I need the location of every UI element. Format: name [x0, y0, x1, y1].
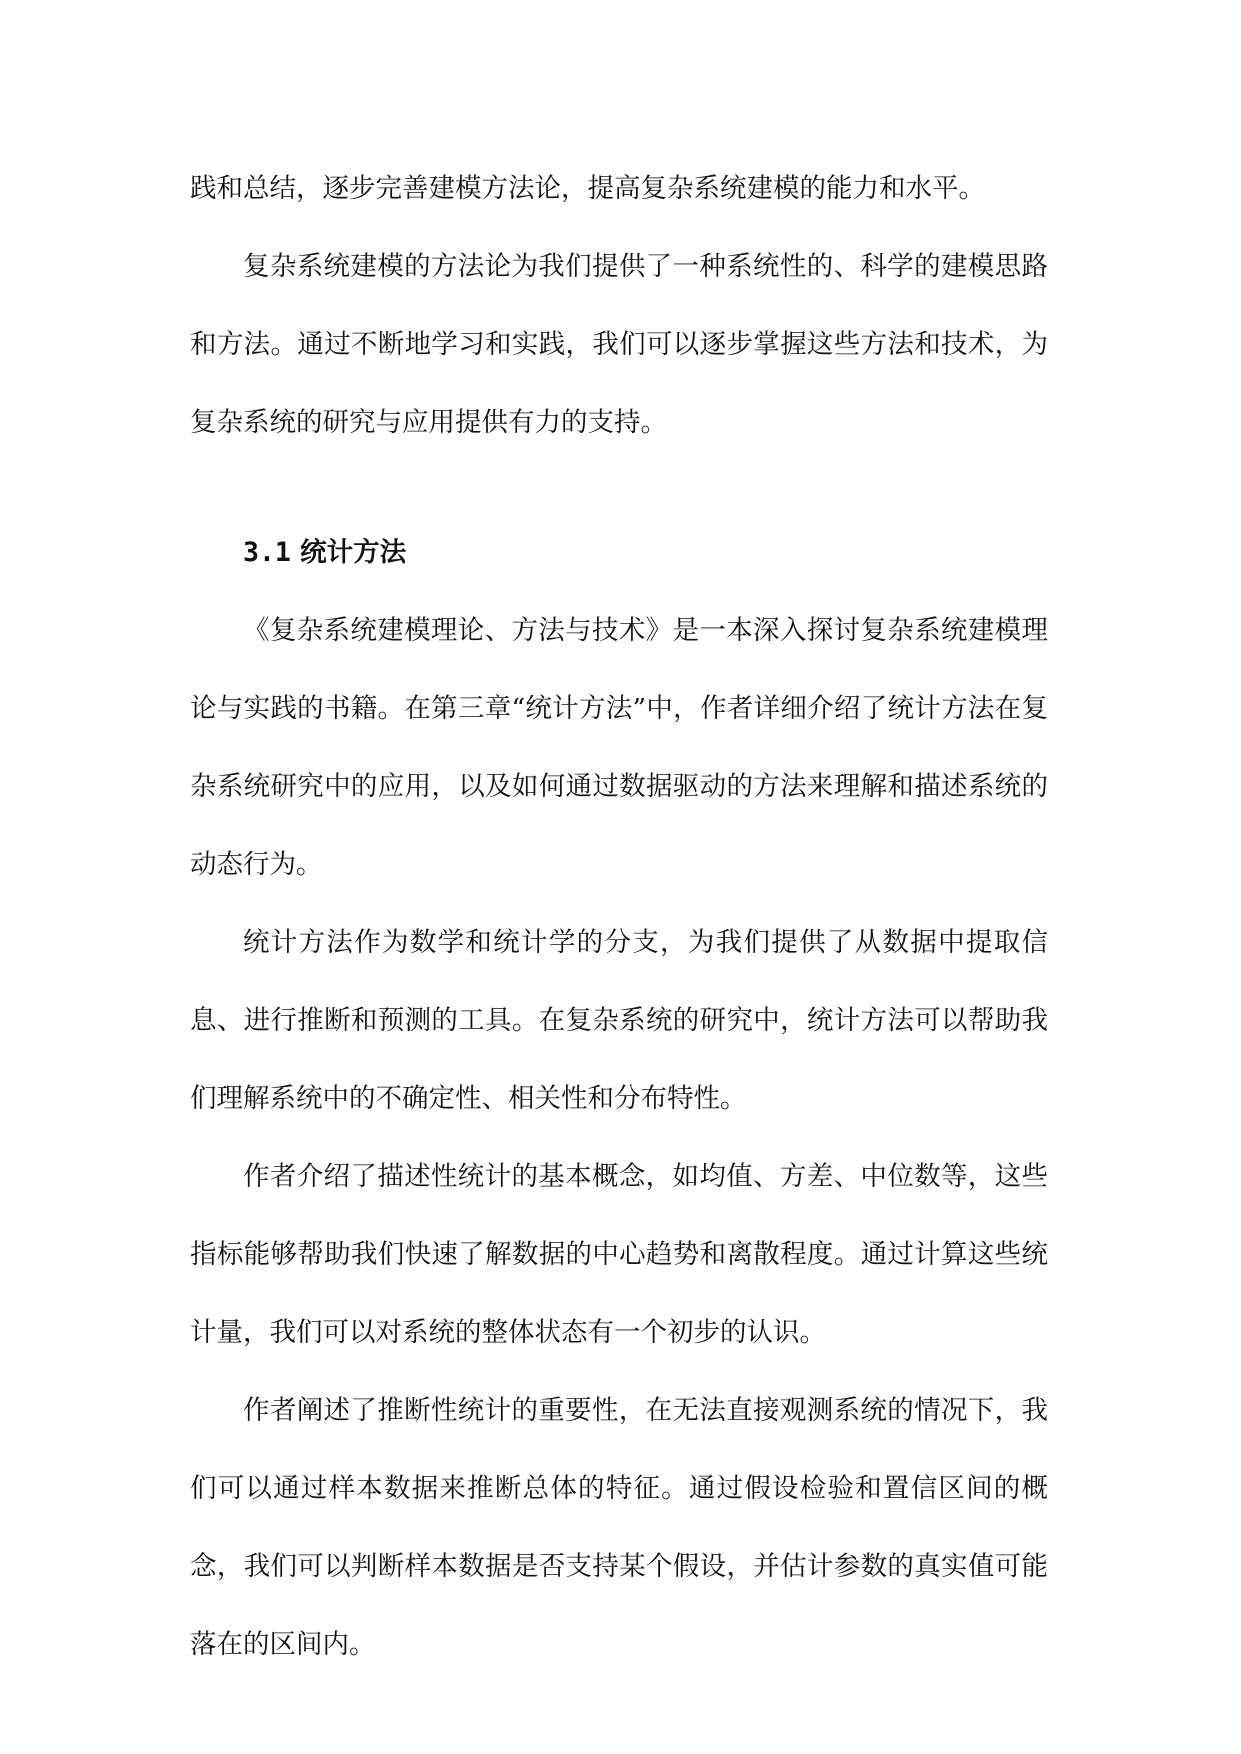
- paragraph-descriptive-statistics: 作者介绍了描述性统计的基本概念，如均值、方差、中位数等，这些指标能够帮助我们快速了解数据的中心趋势和离散程度。通过计算这些统计量，我们可以对系统的整体状态有一个初步的认识。: [190, 1161, 1048, 1348]
- paragraph-continued: 践和总结，逐步完善建模方法论，提高复杂系统建模的能力和水平。: [190, 173, 985, 204]
- section-title: 统计方法: [300, 537, 407, 568]
- paragraph-statistics-tools: 统计方法作为数学和统计学的分支，为我们提供了从数据中提取信息、进行推断和预测的工具。在复杂系统的研究中，统计方法可以帮助我们理解系统中的不确定性、相关性和分布特性。: [190, 927, 1048, 1114]
- section-heading: [190, 514, 1048, 592]
- paragraph-inferential-statistics: 作者阐述了推断性统计的重要性，在无法直接观测系统的情况下，我们可以通过样本数据来推断总体的特征。通过假设检验和置信区间的概念，我们可以判断样本数据是否支持某个假设，并估计参数的真实值可能落在的区间内。: [190, 1395, 1048, 1660]
- document-content: [190, 150, 1048, 1684]
- paragraph-methodology-summary: 复杂系统建模的方法论为我们提供了一种系统性的、科学的建模思路和方法。通过不断地学习和实践，我们可以逐步掌握这些方法和技术，为复杂系统的研究与应用提供有力的支持。: [190, 251, 1048, 438]
- section-number: 3.1: [243, 537, 291, 568]
- paragraph-book-intro: 《复杂系统建模理论、方法与技术》是一本深入探讨复杂系统建模理论与实践的书籍。在第三章“统计方法”中，作者详细介绍了统计方法在复杂系统研究中的应用，以及如何通过数据驱动的方法来理解和描述系统的动态行为。: [190, 615, 1048, 880]
